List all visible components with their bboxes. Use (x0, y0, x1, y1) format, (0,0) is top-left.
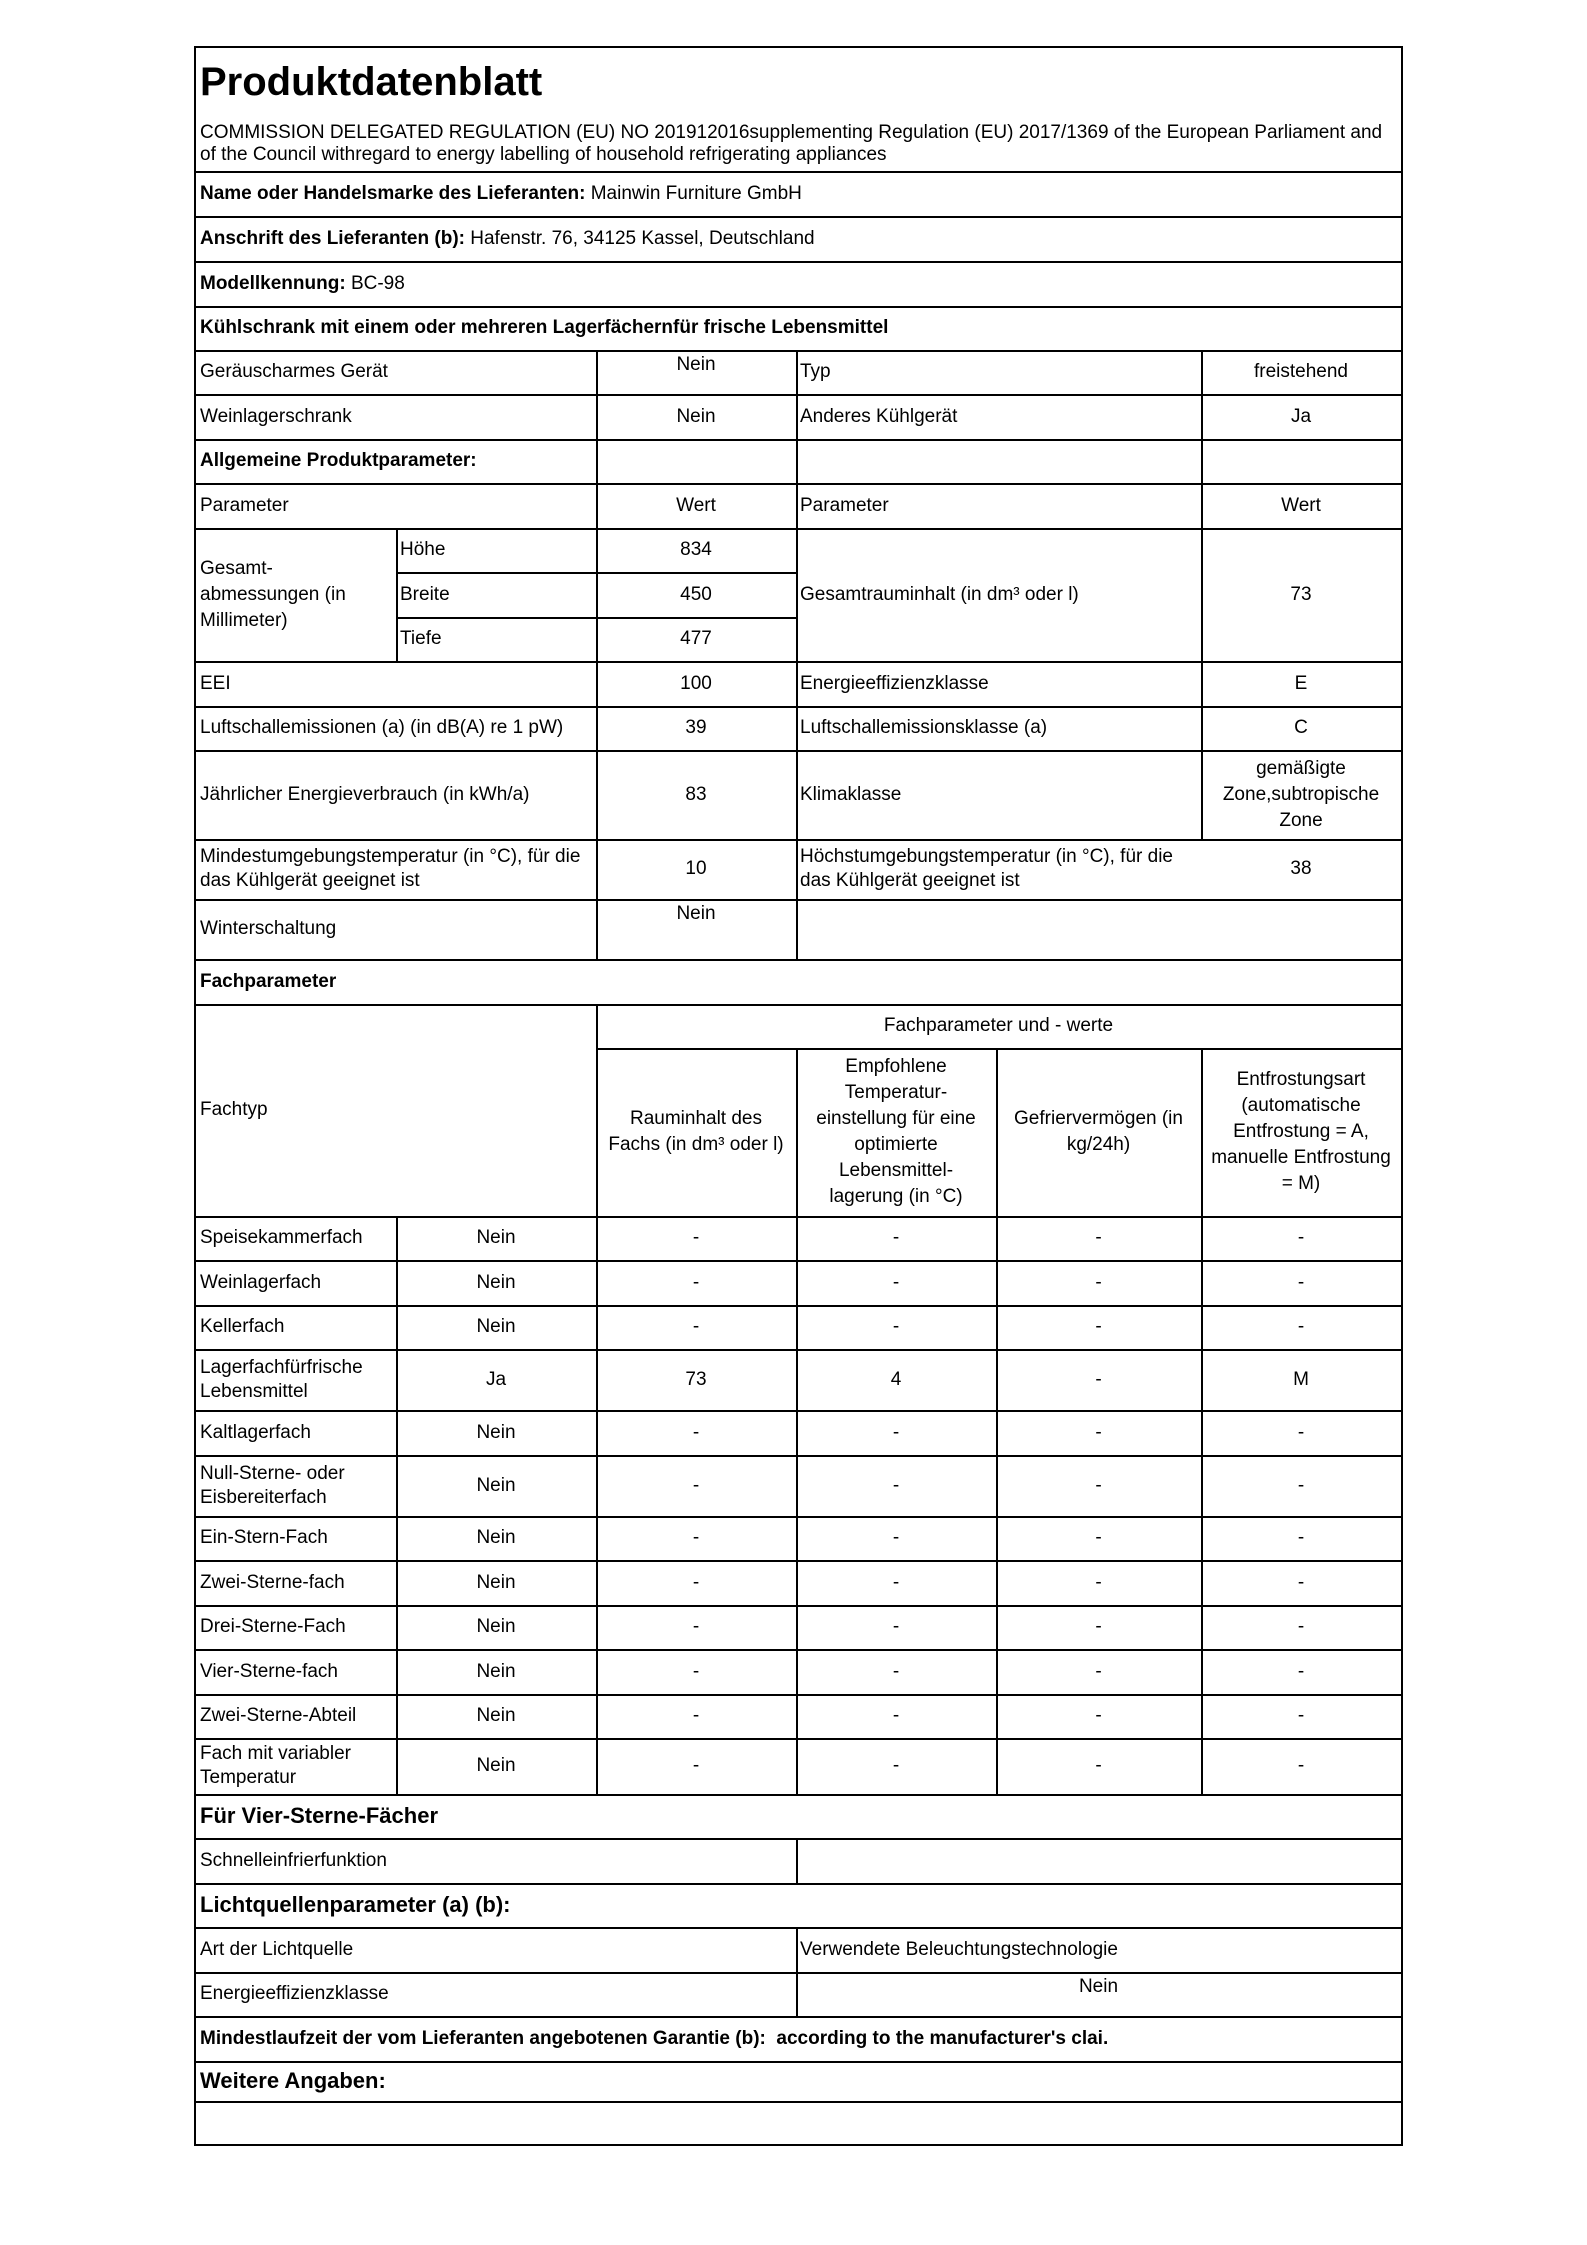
col-freeze-header: Gefriervermögen (in kg/24h) (1014, 1108, 1183, 1155)
grid-h-line (196, 1838, 1401, 1840)
compartment-defrost-cell: - (1297, 1660, 1305, 1682)
compartment-volume-cell: - (692, 1705, 700, 1726)
grid-h-line (196, 1649, 1401, 1651)
low-noise-label: Geräuscharmes Gerät (200, 361, 388, 382)
total-volume-label: Gesamtrauminhalt (in dm³ oder l) (800, 583, 1079, 605)
grid-h-line (196, 1883, 1401, 1885)
compartment-name-cell: Lagerfachfürfrische Lebensmittel (200, 1356, 363, 1402)
product-data-sheet (194, 46, 1403, 2146)
compartment-values-heading: Fachparameter und - werte (883, 1015, 1114, 1036)
energy-class-value: E (1294, 672, 1308, 694)
grid-h-line (196, 1260, 1401, 1262)
model-row (196, 261, 1401, 306)
noise-emission-value: 39 (685, 717, 707, 738)
compartment-defrost-cell: - (1297, 1271, 1305, 1293)
annual-energy-label: Jährlicher Energieverbrauch (in kWh/a) (200, 783, 530, 805)
grid-h-line (196, 483, 1401, 485)
compartment-present-cell: Nein (476, 1271, 516, 1293)
light-type-label: Art der Lichtquelle (200, 1938, 354, 1960)
max-temp-value: 38 (1290, 858, 1312, 879)
compartment-present-cell: Ja (485, 1368, 507, 1390)
compartment-volume-cell: - (692, 1227, 700, 1248)
compartment-name-cell: Kellerfach (200, 1316, 285, 1337)
compartment-volume-cell: 73 (685, 1368, 707, 1390)
compartment-temp-cell: - (892, 1474, 900, 1496)
grid-h-line (196, 1927, 1401, 1929)
type-label: Typ (800, 361, 831, 382)
grid-v-line (396, 1216, 398, 1794)
compartment-temp-cell: - (892, 1755, 900, 1776)
compartment-freeze-cell: - (1095, 1227, 1102, 1248)
compartment-temp-cell: 4 (890, 1368, 902, 1390)
grid-h-line (196, 1305, 1401, 1307)
compartment-defrost-cell: - (1297, 1474, 1305, 1496)
further-info-heading: Weitere Angaben: (200, 2068, 386, 2093)
compartment-freeze-cell: - (1095, 1660, 1102, 1682)
compartment-temp-cell: - (892, 1316, 900, 1337)
compartment-temp-cell: - (892, 1660, 900, 1682)
light-class-value: Nein (1078, 1976, 1119, 1997)
winter-switch-value: Nein (676, 903, 716, 924)
compartment-volume-cell: - (692, 1660, 700, 1682)
grid-h-line (196, 2101, 1401, 2103)
compartment-defrost-cell: M (1293, 1368, 1309, 1390)
grid-h-line (196, 350, 1401, 352)
compartment-present-cell: Nein (476, 1755, 516, 1776)
warranty-label: Mindestlaufzeit der vom Lieferanten angebotenen Garantie (b): (200, 2027, 766, 2049)
min-temp-value: 10 (685, 858, 707, 879)
compartment-heading: Fachparameter (200, 970, 337, 992)
min-temp-label: Mindestumgebungstemperatur (in °C), für die das Kühlgerät geeignet ist (200, 846, 581, 891)
compartment-name-cell: Zwei-Sterne-Abteil (200, 1705, 357, 1726)
col-temp-header: Empfohlene Temperatur-einstellung für eine optimierte Lebensmittel-lagerung (in °C) (816, 1056, 976, 1207)
compartment-volume-cell: - (692, 1755, 700, 1776)
other-appliance-label: Anderes Kühlgerät (800, 405, 958, 427)
compartment-present-cell: Nein (476, 1660, 516, 1682)
grid-h-line (196, 2016, 1401, 2018)
compartment-present-cell: Nein (476, 1616, 516, 1637)
supplier-name-value: Mainwin Furniture GmbH (590, 183, 802, 204)
wine-cabinet-label: Weinlagerschrank (200, 405, 352, 427)
compartment-present-cell: Nein (476, 1474, 516, 1496)
noise-class-value: C (1294, 717, 1308, 738)
compartment-volume-cell: - (692, 1474, 700, 1496)
warranty-value: according to the manufacturer's clai. (776, 2027, 1109, 2049)
model-value: BC-98 (350, 272, 405, 294)
width-label: Breite (400, 583, 450, 605)
compartment-name-cell: Drei-Sterne-Fach (200, 1616, 346, 1637)
compartment-temp-cell: - (892, 1227, 900, 1248)
compartment-type-label: Fachtyp (200, 1099, 268, 1120)
regulation-text: COMMISSION DELEGATED REGULATION (EU) NO 201912016supplementing Regulation (EU) 2017/1369 of the European Parliament and of the Council withregard to energy labelling of household refrigerating appliances (200, 122, 1383, 165)
dimensions-label: Gesamt-abmessungen (in Millimeter) (200, 557, 346, 631)
compartment-volume-cell: - (692, 1527, 700, 1548)
width-value: 450 (680, 583, 712, 605)
grid-h-line (196, 1516, 1401, 1518)
compartment-defrost-cell: - (1297, 1527, 1305, 1548)
grid-h-line (196, 306, 1401, 308)
grid-h-line (196, 2061, 1401, 2063)
total-volume-value: 73 (1290, 583, 1312, 605)
grid-h-line (196, 1455, 1401, 1457)
supplier-name-label: Name oder Handelsmarke des Lieferanten: (200, 183, 586, 204)
model-label: Modellkennung: (200, 272, 346, 294)
quick-freeze-value (796, 1838, 1401, 1883)
compartment-name-cell: Vier-Sterne-fach (200, 1660, 338, 1682)
four-star-heading: Für Vier-Sterne-Fächer (200, 1803, 439, 1828)
compartment-temp-cell: - (892, 1616, 900, 1637)
grid-v-line (1201, 1048, 1203, 1794)
value-header-right: Wert (1281, 494, 1321, 516)
compartment-freeze-cell: - (1095, 1421, 1102, 1443)
compartment-present-cell: Nein (476, 1527, 516, 1548)
grid-h-line (196, 899, 1401, 901)
col-volume-header: Rauminhalt des Fachs (in dm³ oder l) (608, 1108, 784, 1155)
grid-h-line (196, 394, 1401, 396)
general-heading: Allgemeine Produktparameter: (200, 450, 477, 471)
grid-h-line (196, 1794, 1401, 1796)
climate-class-label: Klimaklasse (800, 783, 902, 805)
compartment-freeze-cell: - (1095, 1616, 1102, 1637)
height-label: Höhe (400, 539, 446, 560)
grid-v-line (596, 350, 598, 959)
grid-h-line (196, 750, 1401, 752)
compartment-volume-cell: - (692, 1316, 700, 1337)
compartment-temp-cell: - (892, 1571, 900, 1593)
compartment-freeze-cell: - (1095, 1527, 1102, 1548)
grid-h-line (196, 439, 1401, 441)
compartment-freeze-cell: - (1095, 1316, 1102, 1337)
compartment-defrost-cell: - (1297, 1571, 1305, 1593)
compartment-name-cell: Kaltlagerfach (200, 1421, 311, 1443)
grid-h-line (196, 1738, 1401, 1740)
fridge-heading: Kühlschrank mit einem oder mehreren Lagerfächernfür frische Lebensmittel (200, 317, 889, 338)
grid-h-line (196, 1004, 1401, 1006)
grid-h-line (196, 1410, 1401, 1412)
compartment-freeze-cell: - (1095, 1474, 1102, 1496)
energy-class-label: Energieeffizienzklasse (800, 672, 989, 694)
compartment-volume-cell: - (692, 1571, 700, 1593)
grid-h-line (196, 1560, 1401, 1562)
grid-h-line (196, 1605, 1401, 1607)
compartment-temp-cell: - (892, 1271, 900, 1293)
compartment-freeze-cell: - (1095, 1368, 1102, 1390)
compartment-name-cell: Fach mit variabler Temperatur (200, 1743, 351, 1788)
param-header-right: Parameter (800, 494, 889, 516)
grid-h-line (196, 528, 1401, 530)
supplier-address-row (196, 216, 1401, 261)
eei-label: EEI (200, 672, 231, 694)
height-value: 834 (680, 539, 712, 560)
wine-cabinet-value: Nein (676, 405, 716, 427)
annual-energy-value: 83 (685, 783, 707, 805)
light-tech-label: Verwendete Beleuchtungstechnologie (800, 1938, 1118, 1960)
noise-class-label: Luftschallemissionsklasse (a) (800, 717, 1048, 738)
compartment-freeze-cell: - (1095, 1571, 1102, 1593)
grid-h-line (196, 1216, 1401, 1218)
grid-h-line (196, 1972, 1401, 1974)
grid-v-line (796, 350, 798, 959)
grid-h-line (196, 839, 1401, 841)
compartment-volume-cell: - (692, 1271, 700, 1293)
grid-h-line (196, 706, 1401, 708)
grid-v-line (796, 1927, 798, 2016)
compartment-volume-cell: - (692, 1616, 700, 1637)
grid-v-line (996, 1048, 998, 1794)
compartment-freeze-cell: - (1095, 1755, 1102, 1776)
compartment-name-cell: Null-Sterne- oder Eisbereiterfach (200, 1462, 345, 1508)
quick-freeze-label: Schnelleinfrierfunktion (200, 1849, 387, 1871)
compartment-defrost-cell: - (1297, 1616, 1305, 1637)
compartment-defrost-cell: - (1297, 1421, 1305, 1443)
compartment-present-cell: Nein (476, 1316, 516, 1337)
compartment-name-cell: Weinlagerfach (200, 1271, 322, 1293)
compartment-temp-cell: - (892, 1421, 900, 1443)
compartment-freeze-cell: - (1095, 1705, 1102, 1726)
grid-h-line (196, 661, 1401, 663)
max-temp-label: Höchstumgebungstemperatur (in °C), für die das Kühlgerät geeignet ist (800, 846, 1173, 891)
type-value: freistehend (1253, 361, 1348, 382)
grid-v-line (596, 1004, 598, 1794)
grid-v-line (1201, 350, 1203, 839)
compartment-present-cell: Nein (476, 1227, 516, 1248)
compartment-defrost-cell: - (1297, 1316, 1305, 1337)
grid-v-line (396, 528, 398, 661)
light-heading: Lichtquellenparameter (a) (b): (200, 1892, 511, 1917)
grid-v-line (796, 1048, 798, 1794)
light-class-label: Energieeffizienzklasse (200, 1983, 389, 2004)
compartment-name-cell: Speisekammerfach (200, 1227, 363, 1248)
supplier-name-row (196, 172, 1401, 216)
compartment-defrost-cell: - (1297, 1227, 1305, 1248)
noise-emission-label: Luftschallemissionen (a) (in dB(A) re 1 pW) (200, 717, 564, 738)
grid-h-line (196, 959, 1401, 961)
compartment-temp-cell: - (892, 1705, 900, 1726)
eei-value: 100 (680, 672, 712, 694)
param-header-left: Parameter (200, 494, 289, 516)
supplier-address-label: Anschrift des Lieferanten (b): (200, 227, 465, 249)
supplier-address-value: Hafenstr. 76, 34125 Kassel, Deutschland (470, 227, 815, 249)
page-title: Produktdatenblatt (200, 60, 543, 104)
grid-v-line (796, 1838, 798, 1883)
compartment-name-cell: Zwei-Sterne-fach (200, 1571, 345, 1593)
compartment-present-cell: Nein (476, 1571, 516, 1593)
depth-label: Tiefe (400, 628, 442, 649)
value-header-left: Wert (676, 494, 716, 516)
compartment-volume-cell: - (692, 1421, 700, 1443)
compartment-name-cell: Ein-Stern-Fach (200, 1527, 328, 1548)
compartment-defrost-cell: - (1297, 1755, 1305, 1776)
grid-h-line (196, 1349, 1401, 1351)
grid-h-line (196, 216, 1401, 218)
grid-h-line (196, 261, 1401, 263)
compartment-present-cell: Nein (476, 1421, 516, 1443)
grid-h-line (196, 171, 1401, 173)
other-appliance-value: Ja (1290, 405, 1312, 427)
grid-h-line (196, 1694, 1401, 1696)
compartment-defrost-cell: - (1297, 1705, 1305, 1726)
compartment-temp-cell: - (892, 1527, 900, 1548)
depth-value: 477 (680, 628, 712, 649)
warranty-row (196, 2016, 1401, 2061)
compartment-freeze-cell: - (1095, 1271, 1102, 1293)
low-noise-value: Nein (676, 354, 716, 375)
grid-h-line (596, 1048, 1401, 1050)
compartment-present-cell: Nein (476, 1705, 516, 1726)
climate-class-value: gemäßigte Zone,subtropische Zone (1222, 757, 1380, 831)
col-defrost-header: Entfrostungsart (automatische Entfrostung = A, manuelle Entfrostung = M) (1211, 1069, 1391, 1194)
winter-switch-label: Winterschaltung (200, 918, 337, 939)
